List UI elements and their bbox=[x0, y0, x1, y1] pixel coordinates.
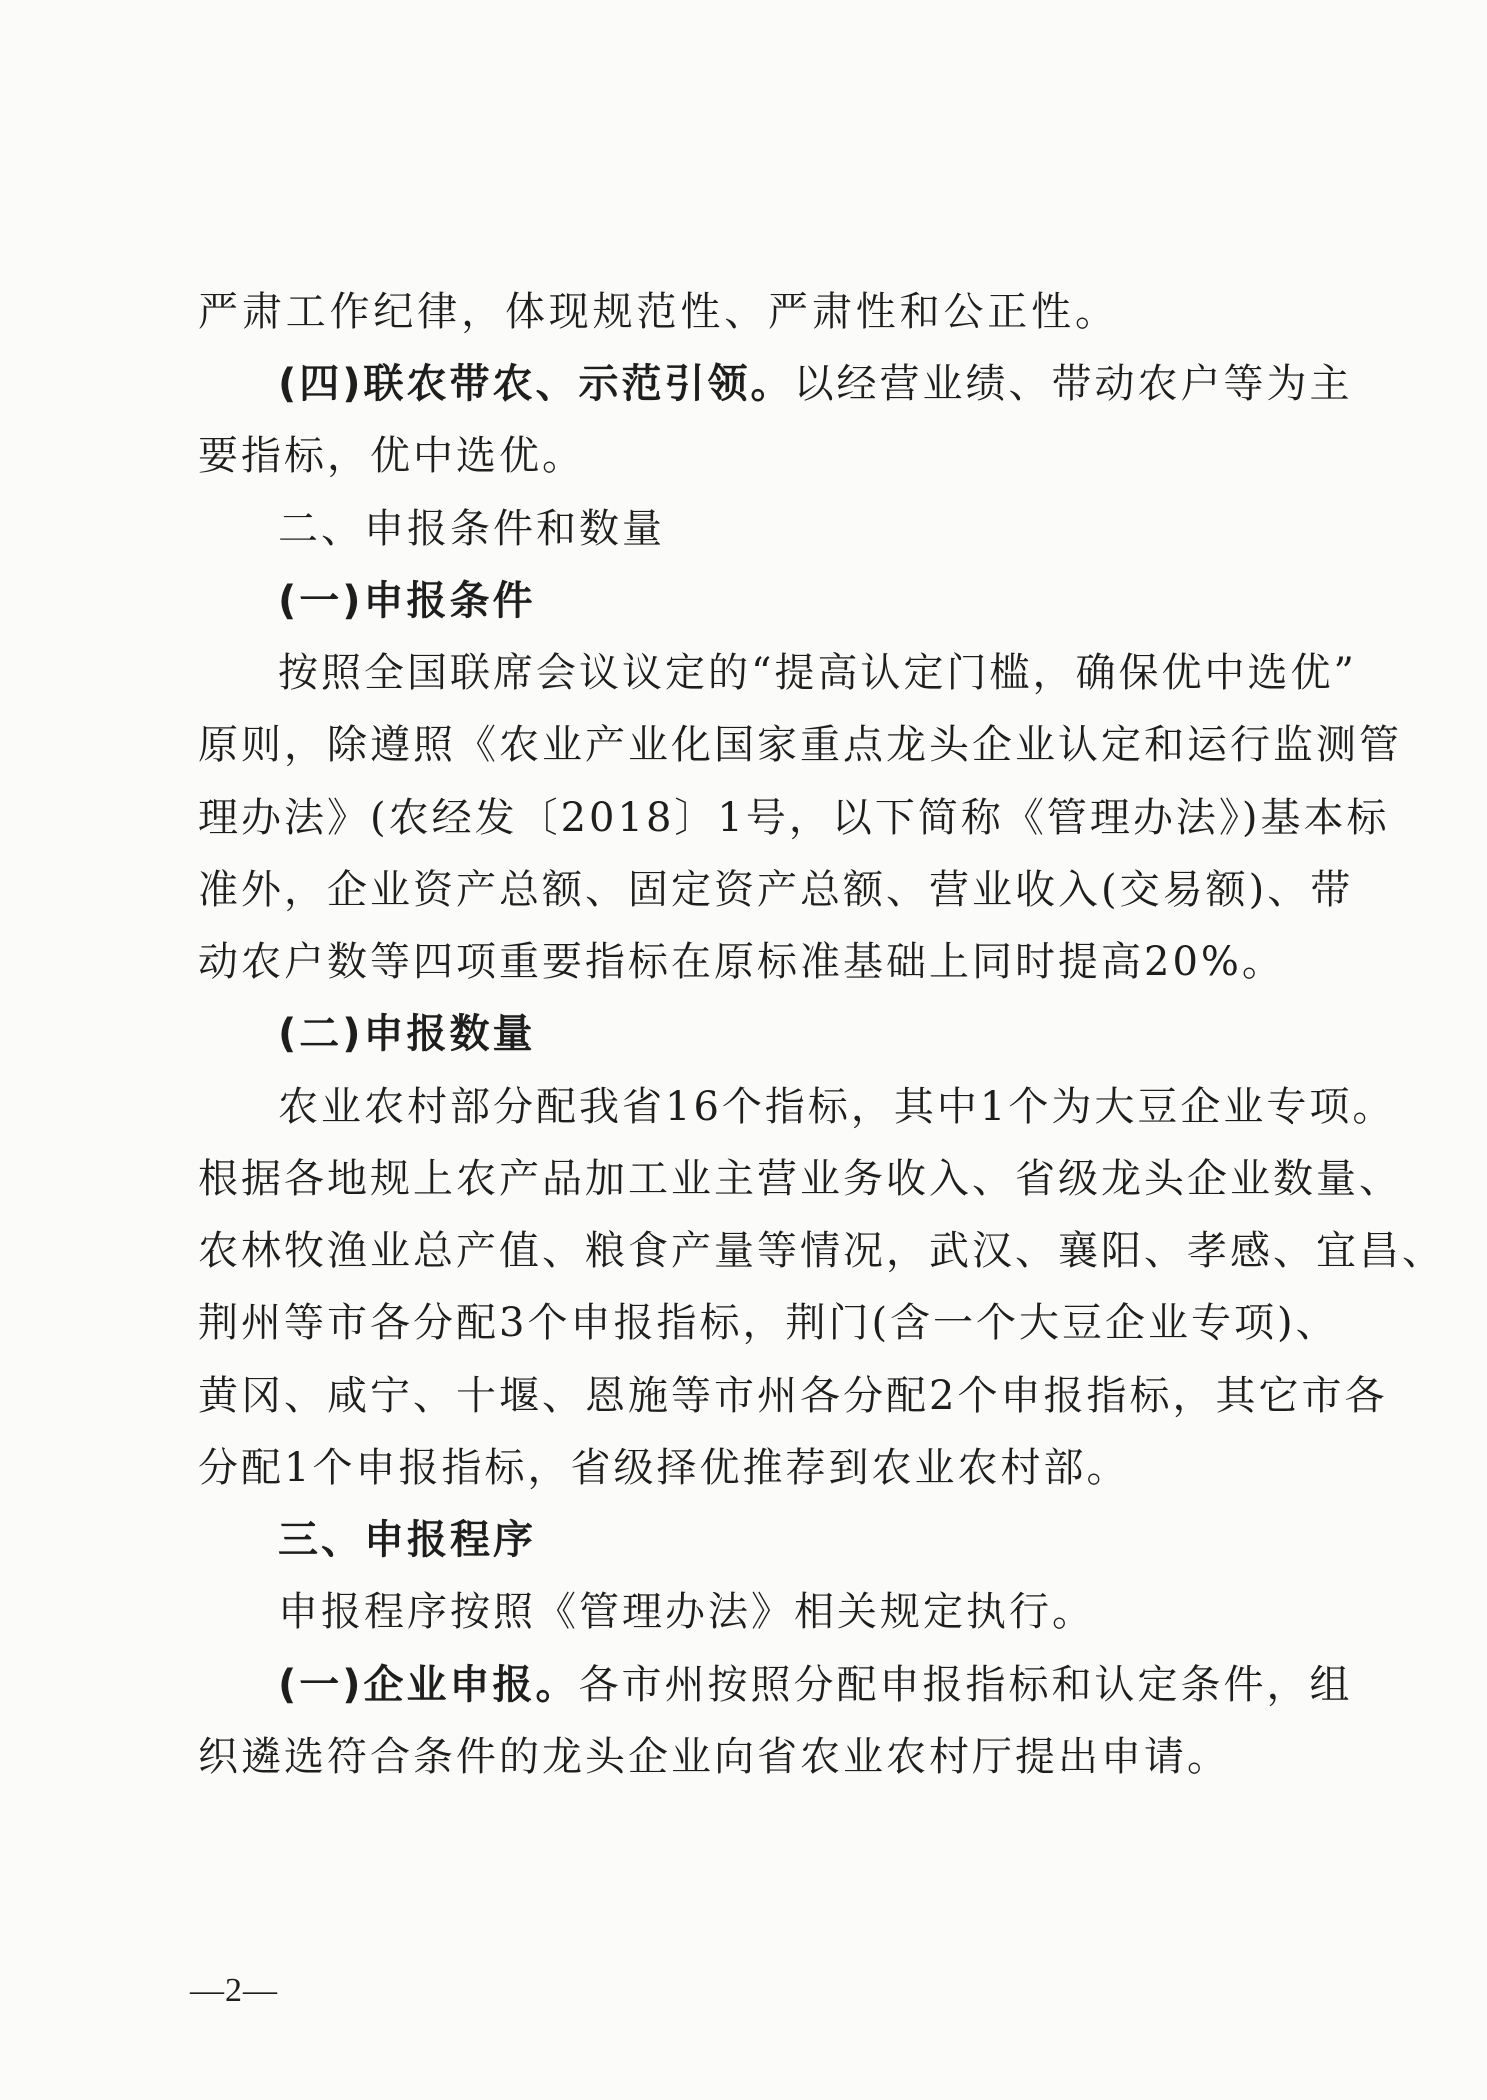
text-line-3: 要指标，优中选优。 bbox=[198, 433, 585, 479]
subheading-quantity: (二)申报数量 bbox=[278, 1011, 536, 1057]
text-line-19: 申报程序按照《管理办法》相关规定执行。 bbox=[278, 1589, 1095, 1635]
text-line-7: 原则，除遵照《农业产业化国家重点龙头企业认定和运行监测管 bbox=[198, 722, 1402, 768]
text-line-17: 分配1个申报指标，省级择优推荐到农业农村部。 bbox=[198, 1445, 1130, 1491]
heading-inline-enterprise: (一)企业申报。 bbox=[278, 1662, 579, 1708]
text-line-21: 织遴选符合条件的龙头企业向省农业农村厅提出申请。 bbox=[198, 1734, 1230, 1780]
text-line-8: 理办法》(农经发〔2018〕1号，以下简称《管理办法》)基本标 bbox=[198, 795, 1390, 841]
text-line-9: 准外，企业资产总额、固定资产总额、营业收入(交易额)、带 bbox=[198, 867, 1354, 913]
text-line-20 bbox=[278, 1662, 1353, 1708]
section-heading-2: 二、申报条件和数量 bbox=[278, 506, 665, 552]
page-number: —2— bbox=[190, 1972, 278, 2009]
text-line-13: 根据各地规上农产品加工业主营业务收入、省级龙头企业数量、 bbox=[198, 1156, 1402, 1202]
section-heading-3: 三、申报程序 bbox=[278, 1516, 536, 1563]
subheading-conditions: (一)申报条件 bbox=[278, 578, 536, 624]
text-line-6: 按照全国联席会议议定的“提高认定门槛，确保优中选优” bbox=[278, 650, 1357, 696]
text-line-20-body: 各市州按照分配申报指标和认定条件，组 bbox=[578, 1662, 1353, 1708]
text-line-16: 黄冈、咸宁、十堰、恩施等市州各分配2个申报指标，其它市各 bbox=[198, 1373, 1388, 1419]
text-line-1: 严肃工作纪律，体现规范性、严肃性和公正性。 bbox=[198, 289, 1118, 335]
heading-inline-4: (四)联农带农、示范引领。 bbox=[278, 361, 794, 407]
text-line-2-body: 以经营业绩、带动农户等为主 bbox=[793, 361, 1353, 407]
text-line-12: 农业农村部分配我省16个指标，其中1个为大豆企业专项。 bbox=[278, 1084, 1396, 1130]
text-line-14: 农林牧渔业总产值、粮食产量等情况，武汉、襄阳、孝感、宜昌、 bbox=[198, 1228, 1445, 1274]
text-line-15: 荆州等市各分配3个申报指标，荆门(含一个大豆企业专项)、 bbox=[198, 1300, 1339, 1346]
text-line-10: 动农户数等四项重要指标在原标准基础上同时提高20%。 bbox=[198, 939, 1285, 985]
text-line-2 bbox=[278, 361, 1353, 407]
